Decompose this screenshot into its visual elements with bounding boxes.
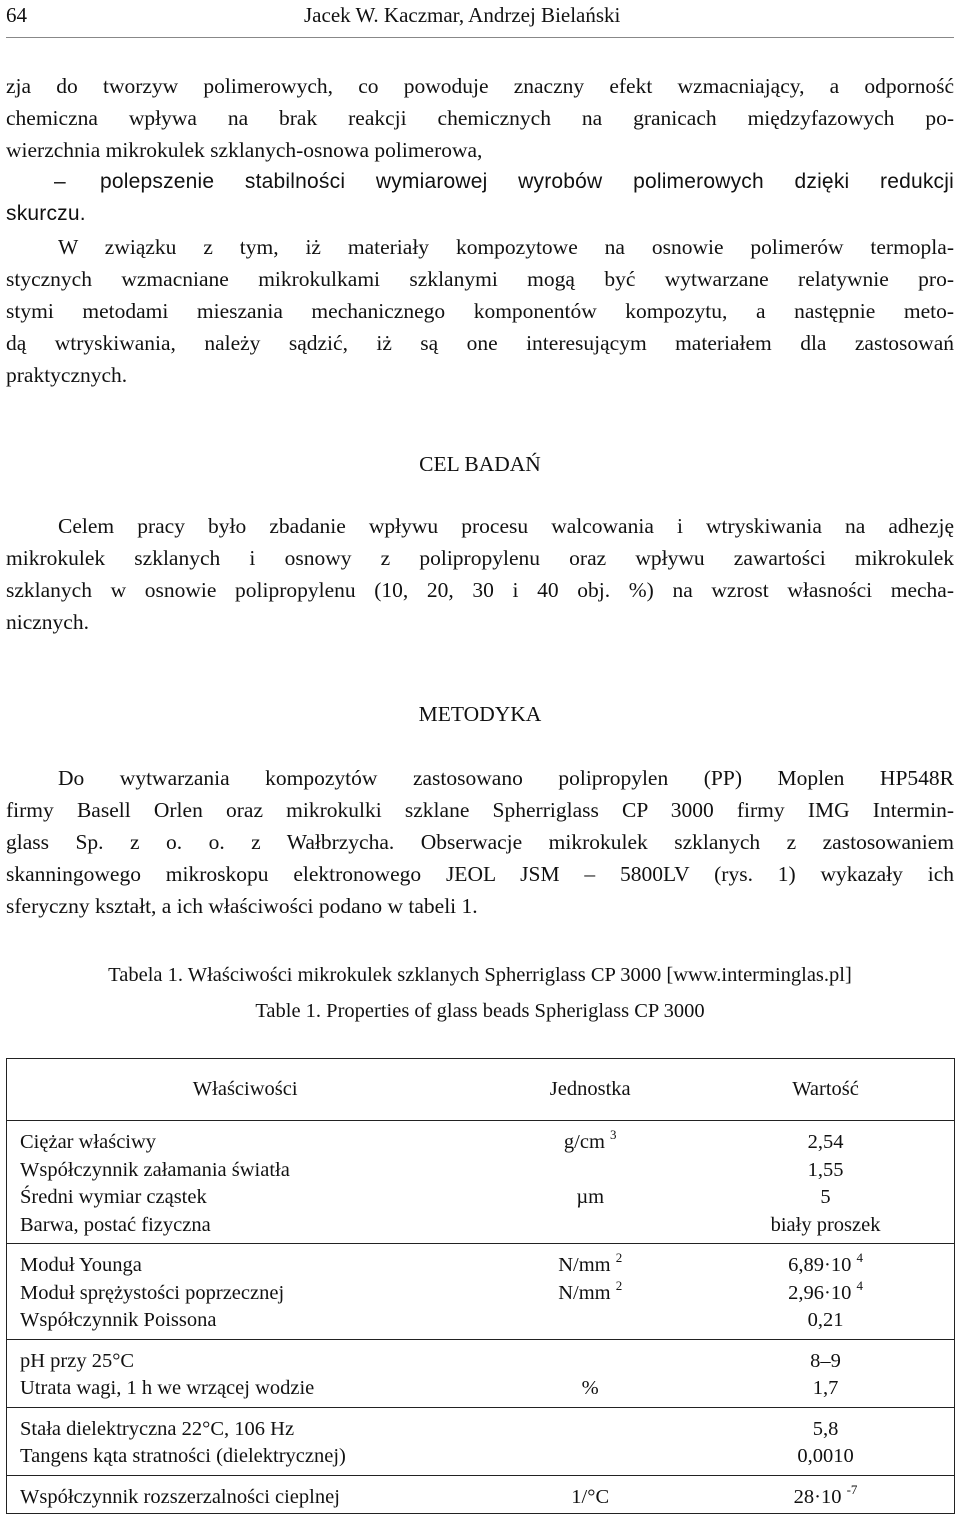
header-authors: Jacek W. Kaczmar, Andrzej Bielański [304,3,621,27]
cell-text: Współczynnik rozszerzalności cieplnej [20,1485,340,1508]
bullet-continuation: skurczu. [6,202,86,225]
intro-line: chemiczna wpływa na brak reakcji chemicznych na granicach międzyfazowych po- [6,106,954,130]
table-cell-line [710,1481,941,1512]
table-cell-line [498,1129,682,1157]
table-caption-en: Table 1. Properties of glass beads Spheriglass CP 3000 [255,1000,705,1022]
table-cell-line [20,1280,470,1308]
value-cell [696,1244,955,1340]
table-cell-line [20,1307,470,1335]
cell-text: N/mm [558,1281,611,1304]
paragraph-line: praktycznych. [6,363,128,387]
table-cell-line [710,1157,941,1185]
cell-text: 2,96·10 [788,1281,852,1304]
cell-text: 5,8 [812,1417,839,1440]
section-heading-method: METODYKA [418,702,542,726]
cell-text: 0,21 [807,1309,844,1331]
paragraph-line: mikrokulek szklanych i osnowy z polipropylenu oraz wpływu zawartości mikrokulek [6,546,954,570]
property-cell [6,1475,484,1515]
cell-text: Tangens kąta stratności (dielektrycznej) [20,1445,346,1467]
paragraph-2 [6,231,954,391]
table-cell-line [498,1184,682,1212]
property-cell [6,1339,484,1407]
goal-paragraph [6,510,954,638]
exponent: 4 [856,1277,863,1293]
table-row-group [6,1121,955,1244]
intro-line: zja do tworzyw polimerowych, co powoduje znaczny efekt wzmacniający, a odporność [6,74,954,98]
table-row-group [6,1475,955,1515]
cell-text: Współczynnik Poissona [20,1309,217,1331]
paragraph-line: Celem pracy było zbadanie wpływu procesu walcowania i wtryskiwania na adhezję [58,514,954,538]
cell-text: 0,0010 [797,1445,854,1467]
cell-text: N/mm [558,1254,611,1276]
cell-text: µm [576,1186,605,1208]
paragraph-line: Do wytwarzania kompozytów zastosowano polipropylen (PP) Moplen HP548R [58,766,954,790]
table-row-group [6,1339,955,1407]
cell-text: Utrata wagi, 1 h we wrzącej wodzie [20,1377,315,1399]
cell-text: Stała dielektryczna 22°C, 106 Hz [20,1417,295,1440]
table-row-group [6,1244,955,1340]
running-header [6,0,954,34]
cell-text: Moduł Younga [20,1254,142,1276]
cell-text: 1,55 [807,1158,844,1181]
table-cell-line [710,1375,941,1403]
property-cell [6,1244,484,1340]
table-cell-line [710,1348,941,1376]
table-cell-line [20,1184,470,1212]
table-cell-line [710,1212,941,1240]
cell-text: 1,7 [812,1377,839,1399]
table-cell-line [498,1212,682,1240]
table-cell-line [498,1348,682,1376]
exponent: 2 [615,1250,623,1265]
table-cell-line [498,1157,682,1185]
cell-text: 28·10 [793,1485,842,1508]
table-cell-line [710,1129,941,1157]
exponent: 3 [610,1127,617,1142]
table-cell-line [20,1484,470,1512]
paragraph-line: stymi metodami mieszania mechanicznego komponentów kompozytu, a następnie meto- [6,299,954,323]
column-header-value: Wartość [792,1077,859,1100]
paragraph-line: glass Sp. z o. o. z Wałbrzycha. Obserwacje mikrokulek szklanych z zastosowaniem [6,830,954,854]
cell-text: pH przy 25°C [20,1349,135,1372]
bullet-dash: – [54,170,66,193]
intro-paragraph [6,70,954,166]
bullet-item [6,166,954,230]
table-caption-pl: Tabela 1. Właściwości mikrokulek szklanych Spherriglass CP 3000 [www.interminglas.pl] [108,964,852,986]
exponent: 4 [856,1250,863,1265]
properties-table [6,1058,955,1515]
table-cell-line [710,1277,941,1308]
table-cell-line [498,1375,682,1403]
value-cell [696,1407,955,1475]
value-cell [696,1339,955,1407]
exponent: 2 [615,1277,623,1293]
table-cell-line [20,1212,470,1240]
cell-text: Współczynnik załamania światła [20,1158,290,1181]
cell-text: Barwa, postać fizyczna [20,1213,211,1236]
cell-text: % [581,1377,599,1399]
property-cell [6,1121,484,1244]
table-cell-line [710,1443,941,1471]
unit-cell [484,1339,696,1407]
paragraph-line: firmy Basell Orlen oraz mikrokulki szklane Spherriglass CP 3000 firmy IMG Intermin- [6,798,954,822]
table-cell-line [710,1307,941,1335]
unit-cell [484,1407,696,1475]
cell-text: 2,54 [807,1131,844,1153]
header-rule [6,37,954,38]
paragraph-line: sferyczny kształt, a ich właściwości podano w tabeli 1. [6,894,478,918]
cell-text: Średni wymiar cząstek [20,1186,207,1208]
table-header-row [6,1058,955,1121]
page-number: 64 [6,3,27,27]
unit-cell [484,1121,696,1244]
table-cell-line [20,1443,470,1471]
paragraph-line: szklanych w osnowie polipropylenu (10, 20, 30 i 40 obj. %) na wzrost własności mecha- [6,578,954,602]
cell-text: 1/°C [571,1485,610,1508]
cell-text: biały proszek [770,1213,881,1236]
exponent: -7 [846,1481,858,1497]
cell-text: Moduł sprężystości poprzecznej [20,1281,285,1304]
table-cell-line [710,1416,941,1444]
table-cell-line [20,1348,470,1376]
table-row-group [6,1407,955,1475]
table-cell-line [710,1252,941,1280]
paragraph-line: skanningowego mikroskopu elektronowego JEOL JSM – 5800LV (rys. 1) wykazały ich [6,862,954,886]
cell-text: 8–9 [810,1349,841,1372]
paragraph-line: W związku z tym, iż materiały kompozytowe na osnowie polimerów termopla- [58,235,954,259]
section-heading-goal: CEL BADAŃ [419,452,541,476]
table-cell-line [498,1484,682,1512]
value-cell [696,1121,955,1244]
bullet-text: polepszenie stabilności wymiarowej wyrobów polimerowych dzięki redukcji [100,170,954,193]
intro-line: wierzchnia mikrokulek szklanych-osnowa polimerowa, [6,138,483,162]
value-cell [696,1475,955,1515]
table-cell-line [20,1157,470,1185]
unit-cell [484,1475,696,1515]
paragraph-line: nicznych. [6,610,89,634]
table-cell-line [20,1129,470,1157]
table-cell-line [20,1252,470,1280]
paragraph-line: dą wtryskiwania, należy sądzić, iż są one interesującym materiałem dla zastosowań [6,331,954,355]
table-cell-line [498,1443,682,1471]
table-cell-line [498,1252,682,1280]
unit-cell [484,1244,696,1340]
table-cell-line [498,1277,682,1308]
column-header-unit: Jednostka [549,1077,631,1100]
cell-text: 6,89·10 [788,1254,852,1276]
table-cell-line [710,1184,941,1212]
table-cell-line [20,1375,470,1403]
cell-text: 5 [820,1186,831,1208]
cell-text: Ciężar właściwy [20,1131,157,1153]
table-cell-line [20,1416,470,1444]
paragraph-line: stycznych wzmacniane mikrokulkami szklanymi mogą być wytwarzane relatywnie pro- [6,267,954,291]
column-header-property: Właściwości [192,1077,298,1100]
method-paragraph [6,762,954,922]
table-cell-line [498,1416,682,1444]
property-cell [6,1407,484,1475]
cell-text: g/cm [563,1131,605,1153]
table-cell-line [498,1307,682,1335]
